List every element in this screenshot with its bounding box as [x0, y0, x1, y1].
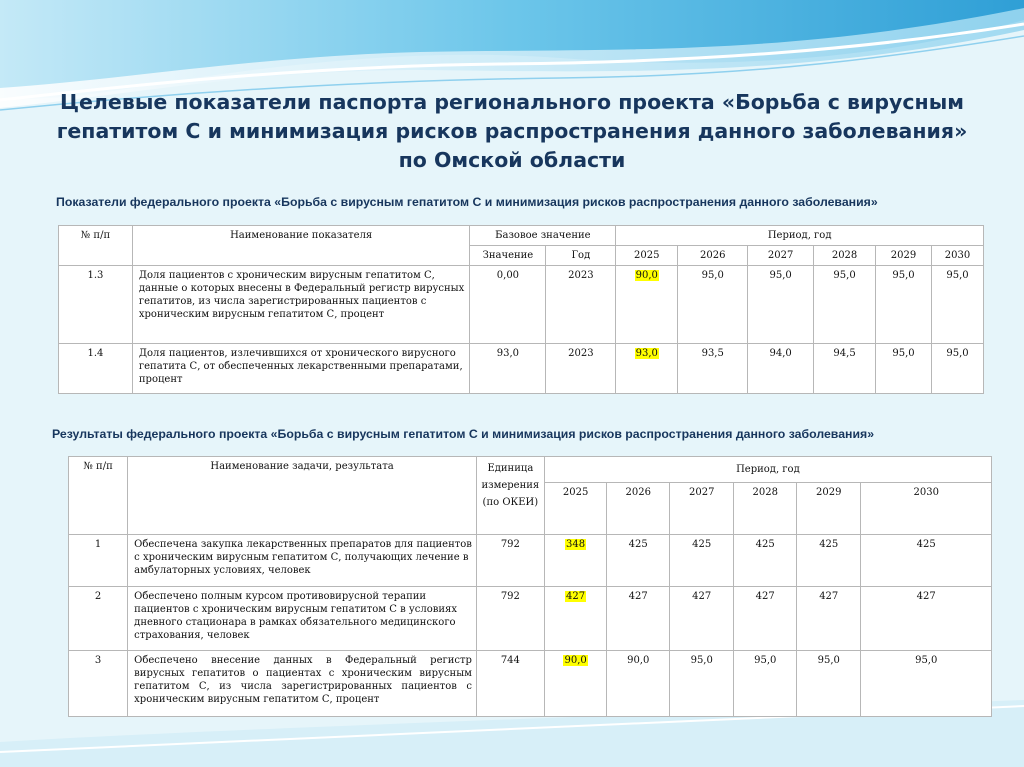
- row-unit: 792: [476, 587, 544, 651]
- row-base-value: 0,00: [470, 266, 546, 344]
- col-name-header: Наименование показателя: [132, 226, 470, 266]
- row-num: 3: [69, 651, 128, 717]
- row-value-2029: 95,0: [876, 266, 932, 344]
- col-num-header: № п/п: [59, 226, 133, 266]
- row-value-2029: 427: [797, 587, 861, 651]
- highlighted-value: 93,0: [635, 348, 658, 359]
- row-value-2026: 427: [607, 587, 670, 651]
- row-value-2026: 90,0: [607, 651, 670, 717]
- year-2029-header: 2029: [797, 483, 861, 535]
- row-value-2030: 427: [861, 587, 992, 651]
- row-value-2028: 425: [734, 535, 797, 587]
- row-value-2028: 94,5: [814, 344, 876, 394]
- row-value-2029: 95,0: [797, 651, 861, 717]
- row-value-2025: [616, 266, 678, 344]
- highlighted-value: 90,0: [635, 270, 658, 281]
- row-num: 1.4: [59, 344, 133, 394]
- row-name: Обеспечено полным курсом противовирусной терапии пациентов с хроническим вирусным гепатитом С в условиях дневного стационара в рамках обязательного медицинского страхования, человек: [128, 587, 477, 651]
- row-name: Обеспечено внесение данных в Федеральный регистр вирусных гепатитов о пациентах с хроническим вирусным гепатитом С, из числа зарегистрированных пациентов с хроническим вирусным гепатитом С, процент: [128, 651, 477, 717]
- page-title: Целевые показатели паспорта регионального проекта «Борьба с вирусным гепатитом С и минимизация рисков распространения данного заболевания» по Омской области: [56, 90, 968, 172]
- row-num: 1: [69, 535, 128, 587]
- year-2030-header: 2030: [931, 246, 983, 266]
- year-2027-header: 2027: [748, 246, 814, 266]
- row-unit: 792: [476, 535, 544, 587]
- highlighted-value: 348: [566, 539, 586, 550]
- section1-heading: Показатели федерального проекта «Борьба с вирусным гепатитом С и минимизация рисков распространения данного заболевания»: [56, 195, 878, 209]
- row-num: 2: [69, 587, 128, 651]
- year-2026-header: 2026: [607, 483, 670, 535]
- section2-heading: Результаты федерального проекта «Борьба с вирусным гепатитом С и минимизация рисков распространения данного заболевания»: [52, 427, 875, 441]
- row-value-2028: 95,0: [734, 651, 797, 717]
- row-value-2030: 95,0: [931, 344, 983, 394]
- col-num-header: № п/п: [69, 457, 128, 535]
- row-base-value: 93,0: [470, 344, 546, 394]
- row-value-2027: 94,0: [748, 344, 814, 394]
- table-header-row: [69, 457, 992, 483]
- row-value-2025: [544, 651, 607, 717]
- row-base-year: 2023: [546, 344, 616, 394]
- col-name-header: Наименование задачи, результата: [128, 457, 477, 535]
- year-2028-header: 2028: [734, 483, 797, 535]
- row-value-2027: 95,0: [748, 266, 814, 344]
- year-2028-header: 2028: [814, 246, 876, 266]
- row-name: Обеспечена закупка лекарственных препаратов для пациентов с хроническим вирусным гепатитом С, получающих лечение в амбулаторных условиях, человек: [128, 535, 477, 587]
- row-value-2027: 427: [670, 587, 734, 651]
- row-value-2025: [544, 535, 607, 587]
- table-row: [69, 587, 992, 651]
- row-value-2026: 95,0: [678, 266, 748, 344]
- row-value-2026: 425: [607, 535, 670, 587]
- col-unit-header: Единица измерения (по ОКЕИ): [476, 457, 544, 535]
- col-period-header: Период, год: [544, 457, 991, 483]
- row-value-2025: [544, 587, 607, 651]
- row-value-2026: 93,5: [678, 344, 748, 394]
- table-header-row: [59, 226, 984, 246]
- row-base-year: 2023: [546, 266, 616, 344]
- col-value-header: Значение: [470, 246, 546, 266]
- row-value-2027: 425: [670, 535, 734, 587]
- col-base-header: Базовое значение: [470, 226, 616, 246]
- col-period-header: Период, год: [616, 226, 984, 246]
- table-row: [69, 651, 992, 717]
- row-value-2029: 95,0: [876, 344, 932, 394]
- results-table: [68, 456, 992, 717]
- highlighted-value: 90,0: [564, 655, 587, 666]
- row-value-2030: 425: [861, 535, 992, 587]
- row-value-2030: 95,0: [931, 266, 983, 344]
- year-2025-header: 2025: [544, 483, 607, 535]
- highlighted-value: 427: [566, 591, 586, 602]
- row-unit: 744: [476, 651, 544, 717]
- row-value-2029: 425: [797, 535, 861, 587]
- year-2030-header: 2030: [861, 483, 992, 535]
- table-row: [69, 535, 992, 587]
- row-value-2028: 427: [734, 587, 797, 651]
- row-num: 1.3: [59, 266, 133, 344]
- table-row: [59, 266, 984, 344]
- year-2027-header: 2027: [670, 483, 734, 535]
- row-value-2027: 95,0: [670, 651, 734, 717]
- row-value-2025: [616, 344, 678, 394]
- row-name: Доля пациентов, излечившихся от хронического вирусного гепатита С, от обеспеченных лекарственными препаратами, процент: [132, 344, 470, 394]
- year-2025-header: 2025: [616, 246, 678, 266]
- year-2029-header: 2029: [876, 246, 932, 266]
- row-value-2030: 95,0: [861, 651, 992, 717]
- indicators-table: [58, 225, 984, 394]
- year-2026-header: 2026: [678, 246, 748, 266]
- row-value-2028: 95,0: [814, 266, 876, 344]
- table-row: [59, 344, 984, 394]
- col-year-header: Год: [546, 246, 616, 266]
- row-name: Доля пациентов с хроническим вирусным гепатитом С, данные о которых внесены в Федеральный регистр вирусных гепатитов, из числа зарегистрированных пациентов с хроническим вирусным гепатитом С, процент: [132, 266, 470, 344]
